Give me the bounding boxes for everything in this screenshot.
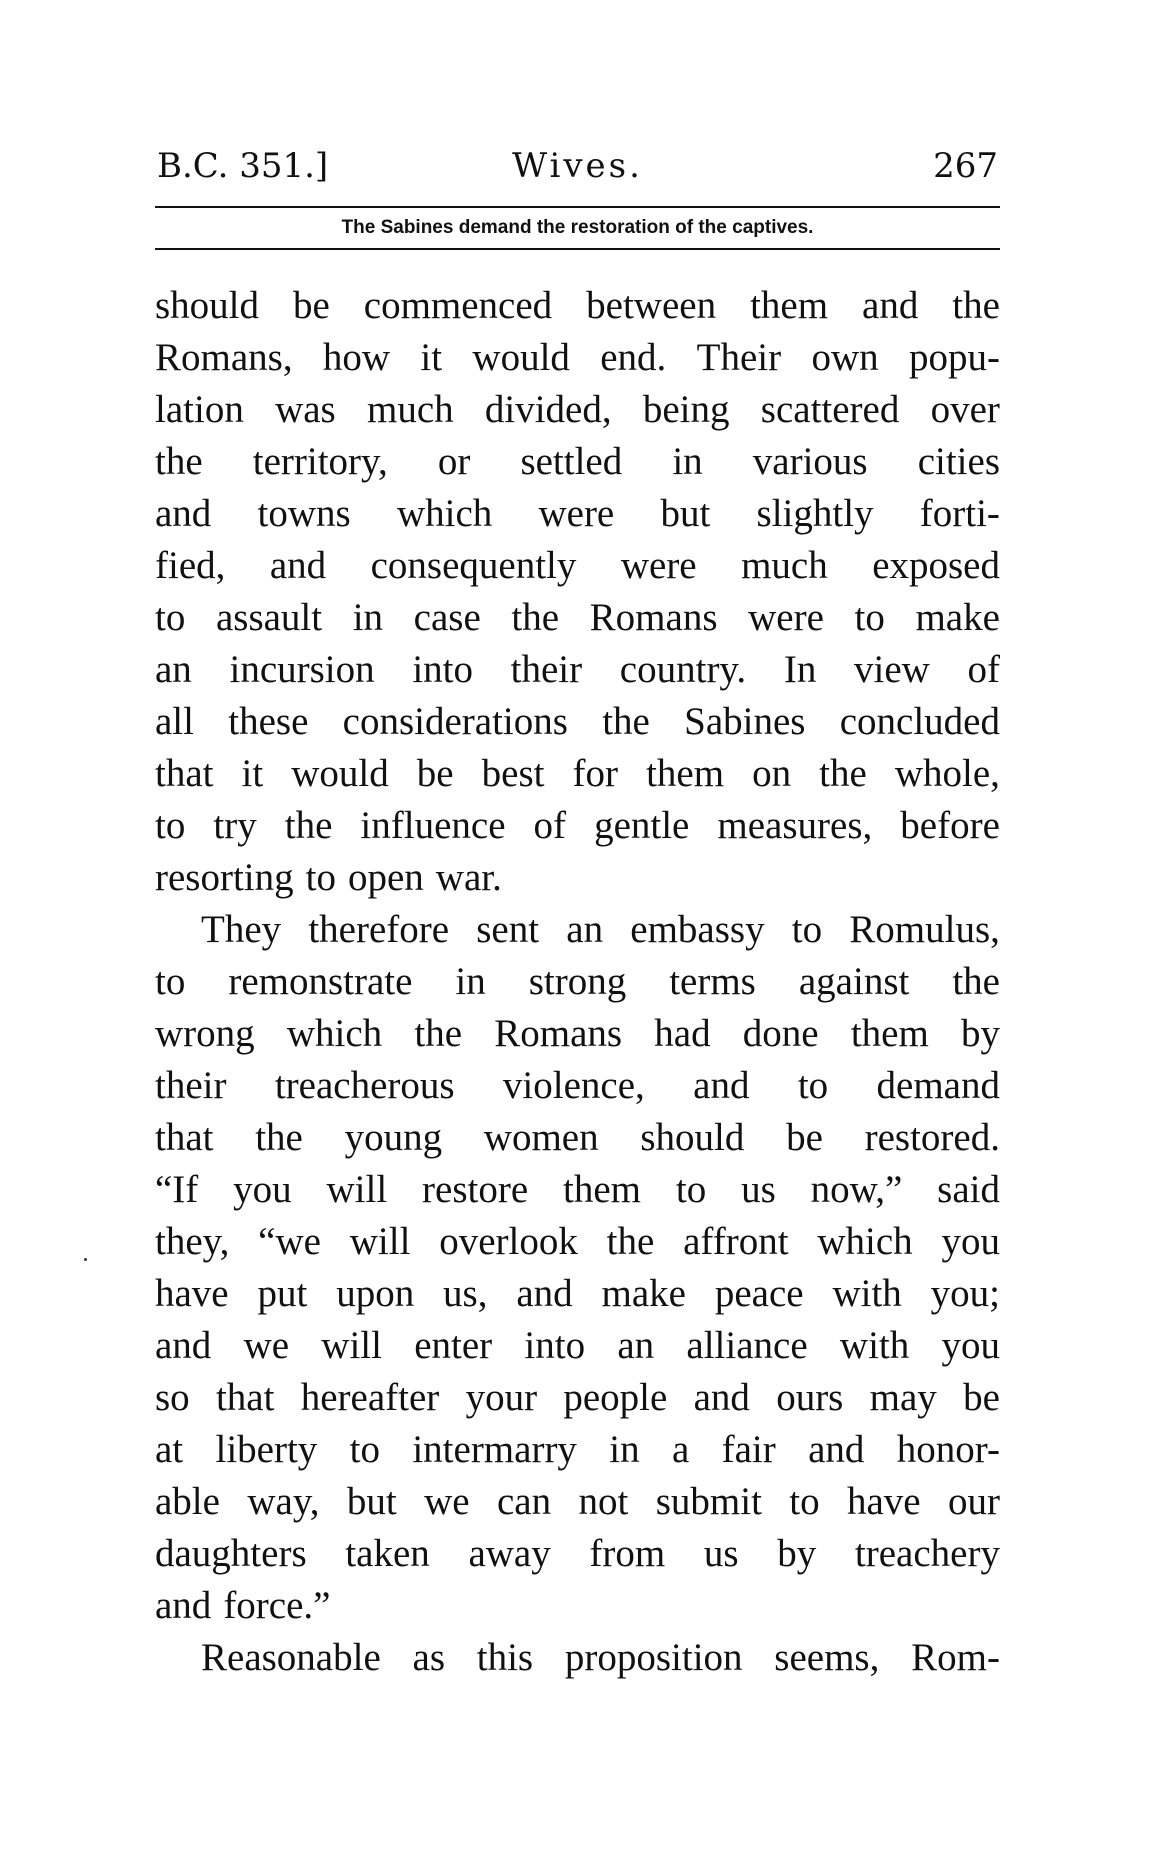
text-line: They therefore sent an embassy to Romulus, bbox=[201, 908, 1000, 951]
text-line: to try the influence of gentle measures, before bbox=[155, 804, 1000, 847]
text-line: at liberty to intermarry in a fair and honor- bbox=[155, 1428, 1000, 1471]
section-subheading: The Sabines demand the restoration of the captives. bbox=[341, 217, 814, 238]
text-line: and force.” bbox=[155, 1584, 331, 1627]
date-heading: B.C. 351.] bbox=[157, 146, 329, 186]
text-line: an incursion into their country. In view of bbox=[155, 648, 1000, 691]
text-line: to assault in case the Romans were to make bbox=[155, 596, 1000, 639]
book-page bbox=[155, 140, 1000, 1684]
text-line: wrong which the Romans had done them by bbox=[155, 1012, 1000, 1055]
text-line: all these considerations the Sabines concluded bbox=[155, 700, 1000, 743]
text-line: lation was much divided, being scattered over bbox=[155, 388, 1000, 431]
text-line: they, “we will overlook the affront which you bbox=[155, 1220, 1000, 1263]
text-line: that it would be best for them on the whole, bbox=[155, 752, 1000, 795]
text-line: their treacherous violence, and to demand bbox=[155, 1064, 1000, 1107]
text-line: resorting to open war. bbox=[155, 856, 502, 899]
text-line: Romans, how it would end. Their own popu- bbox=[155, 336, 1000, 379]
text-line: Reasonable as this proposition seems, Rom- bbox=[201, 1636, 1000, 1679]
text-line: able way, but we can not submit to have our bbox=[155, 1480, 1000, 1523]
text-line: to remonstrate in strong terms against the bbox=[155, 960, 1000, 1003]
header-rule-bottom bbox=[155, 248, 1000, 250]
text-line: so that hereafter your people and ours may be bbox=[155, 1376, 1000, 1419]
margin-mark bbox=[84, 1258, 87, 1261]
text-line: that the young women should be restored. bbox=[155, 1116, 1000, 1159]
text-line: fied, and consequently were much exposed bbox=[155, 544, 1000, 587]
text-line: and we will enter into an alliance with you bbox=[155, 1324, 1000, 1367]
text-line: and towns which were but slightly forti- bbox=[155, 492, 1000, 535]
text-line: should be commenced between them and the bbox=[155, 284, 1000, 327]
body-text bbox=[155, 280, 1000, 1684]
text-line: daughters taken away from us by treachery bbox=[155, 1532, 1000, 1575]
page-number: 267 bbox=[933, 146, 998, 186]
chapter-title: Wives. bbox=[512, 146, 643, 186]
text-line: “If you will restore them to us now,” said bbox=[155, 1168, 1000, 1211]
text-line: have put upon us, and make peace with you; bbox=[155, 1272, 1000, 1315]
running-head bbox=[155, 140, 1000, 192]
text-line: the territory, or settled in various cities bbox=[155, 440, 1000, 483]
